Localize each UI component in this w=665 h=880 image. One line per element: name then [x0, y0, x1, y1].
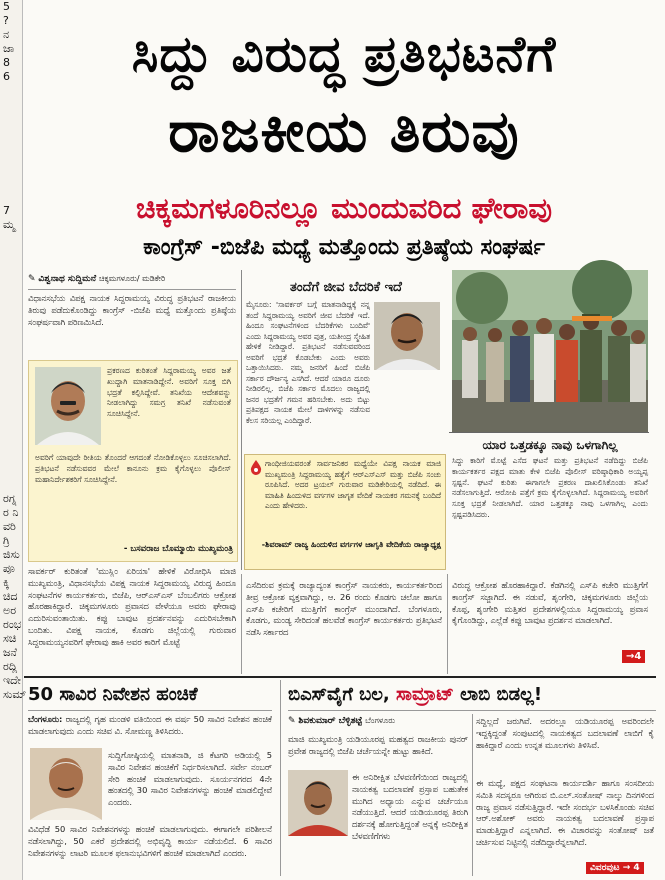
protest-photo — [452, 270, 648, 432]
strip-fragment: ರಂಭ — [3, 618, 22, 631]
strip-fragment: ವರಿ — [3, 520, 16, 533]
col1-continued: ಸಾವರ್ಕರ್ ಕುರಿತಂತೆ 'ಮುಸ್ಲಿಂ ಏರಿಯಾ' ಹೇಳಿಕೆ ವಿರೋಧಿಸಿ ಮಾಜಿ ಮುಖ್ಯಮಂತ್ರಿ, ವಿಧಾನಸಭೆಯ ವಿಪಕ್ಷ ನಾಯಕ ಸಿದ್ದರಾಮಯ್ಯ ವಿರುದ್ಧ ಹಿಂದೂ ಸಂಘಟನೆಗಳ ಕಾರ್ಯಕರ್ತರು, ಬಿಜೆಪಿ, ಆರ್‌ಎಸ್‌ಎಸ್ ಬೆಂಬಲಿಗರು ಆಕ್ರೋಶ ಹೊರಹಾಕಿದ್ದಾರೆ. ಚಿಕ್ಕಮಗಳೂರು ಪ್ರವಾಸದ ವೇಳೆಯೂ ಅವರು ಘೇರಾವು ಎದುರಿಸುವಂತಾಯಿತು. ಕಪ್ಪು ಬಾವುಟ ಪ್ರದರ್ಶನವನ್ನು ಎದುರಿಸಬೇಕಾಗಿ ಬಂದಿತು. ವಿಪಕ್ಷ ನಾಯಕ, ಕೊಡಗು ಜಿಲ್ಲೆಯಲ್ಲಿ ಗುರುವಾರ ಸಿದ್ದರಾಮಯ್ಯನವರಿಗೆ ಘೇರಾವು ಹಾಕಿ ಅವರ ಕಾರಿಗೆ ಮೊಟ್ಟೆ — [28, 566, 236, 647]
story2-p2: ಸುದ್ದಿಗೋಷ್ಠಿಯಲ್ಲಿ ಮಾತನಾಡಿ, ಜಿ ಕೆಟಗರಿ ಅಡಿಯಲ್ಲಿ 5 ಸಾವಿರ ನಿವೇಶನ ಹಂಚಿಕೆಗೆ ನಿರ್ಧರಿಸಲಾಗಿದೆ. ಸರ್ವೇ ನಂಬರ್ ಸೇರಿ ಹಂಚಿಕೆ ಮಾಡಲಾಗುವುದು. ಸೂರ್ಯನಗರದ 4ನೇ ಹಂತದಲ್ಲಿ 30 ಸಾವಿರ ನಿವೇಶನಗಳನ್ನು ಹಂಚಿಕೆ ಮಾಡಲಿದ್ದೇವೆ ಎಂದರು. — [108, 750, 272, 808]
main-headline-line2: ರಾಜಕೀಯ ತಿರುವು — [168, 97, 520, 165]
quote-box — [28, 360, 238, 562]
subhead-red: ಚಿಕ್ಕಮಗಳೂರಿನಲ್ಲೂ ಮುಂದುವರಿದ ಘೇರಾವು — [136, 191, 552, 225]
strip-fragment: ಮ್ಮ — [3, 218, 15, 231]
drop-icon — [249, 459, 263, 475]
story2-title: 50 ಸಾವಿರ ನಿವೇಶನ ಹಂಚಿಕೆ — [28, 684, 198, 705]
strip-fragment: ಪೂ — [3, 562, 15, 575]
story2-lead — [28, 714, 272, 748]
story2-p3: ವಿವಿಧೆಡೆ 50 ಸಾವಿರ ನಿವೇಶನಗಳನ್ನು ಹಂಚಿಕೆ ಮಾಡಲಾಗುವುದು. ಈಗಾಗಲೇ ಪರಿಶೀಲನೆ ನಡೆಸಲಾಗಿದ್ದು, 50 ಎಕರೆ ಪ್ರದೇಶದಲ್ಲಿ ಅಭಿವೃದ್ಧಿ ಕಾರ್ಯ ನಡೆಯಲಿದೆ. 6 ಸಾವಿರ ನಿವೇಶನಗಳನ್ನು ಲಾಟರಿ ಮೂಲಕ ಫಲಾನುಭವಿಗಳಿಗೆ ಹಂಚಿಕೆ ಮಾಡಲಾಗಿದೆ ಎಂದರು. — [28, 824, 272, 858]
photo-story-text: ಸಿದ್ದು ಕಾರಿಗೆ ಮೊಟ್ಟೆ ಎಸೆದ ಘಟನೆ ಮತ್ತು ಪ್ರತಿಭಟನೆ ನಡೆದಿದ್ದು ಬಿಜೆಪಿ ಕಾರ್ಯಕರ್ತರ ಪಕ್ಷದ ಮಾತು ಕೇಳಿ ಬಿಜೆಪಿ ಪೊಲೀಸ್ ವರಿಷ್ಠಾಧಿಕಾರಿ ಅಯ್ಯಪ್ಪ ಸ್ಪಷ್ಟನೆ. ಘಟನೆ ಕುರಿತು ಈಗಾಗಲೇ ಪ್ರಕರಣ ದಾಖಲಿಸಿಕೊಂಡು ತನಿಖೆ ನಡೆಸಲಾಗುತ್ತಿದೆ. ಆರೋಪಿ ಪತ್ತೆಗೆ ಕ್ರಮ ಕೈಗೊಳ್ಳಲಾಗಿದೆ. ಸಿದ್ದರಾಮಯ್ಯ ಅವರಿಗೆ ಸೂಕ್ತ ಭದ್ರತೆ ನೀಡಲಾಗಿದೆ. ಯಾರ ಒತ್ತಡಕ್ಕೂ ನಾವು ಒಳಗಾಗಿಲ್ಲ ಎಂದು ಸ್ಪಷ್ಟಪಡಿಸಿದರು. — [452, 456, 648, 519]
story2-dateline: ಬೆಂಗಳೂರು: — [28, 714, 63, 724]
photo-story-title: ಯಾರ ಒತ್ತಡಕ್ಕೂ ನಾವು ಒಳಗಾಗಿಲ್ಲ — [482, 438, 618, 452]
story3-title — [288, 684, 658, 705]
strip-fragment: ರದ್ಲಿ — [3, 660, 18, 673]
sidebar-text: ಮೈಸೂರು: 'ಸಾವರ್ಕರ್ ಬಗ್ಗೆ ಮಾತನಾಡಿದ್ದಕ್ಕೆ ನನ್ನ ತಂದೆ ಸಿದ್ದರಾಮಯ್ಯ ಅವರಿಗೆ ಜೀವ ಬೆದರಿಕೆ ಇದೆ. ಹಿಂದೂ ಸಂಘಟನೆಗಳಿಂದ ಬೆದರಿಕೆಗಳು ಬಂದಿವೆ' ಎಂದು ಸಿದ್ದರಾಮಯ್ಯ ಅವರ ಪುತ್ರ, ಯತೀಂದ್ರ ಸ್ಮೇಹಿತ ಹೇಳಿಕೆ ನೀಡಿದ್ದಾರೆ. ಪ್ರತಿಭಟನೆ ನಡೆಸುವವರಿಂದ ಅವರಿಗೆ ಭದ್ರತೆ ಕೊಡಬೇಕು ಎಂದು ಅವರು ಒತ್ತಾಯಿಸಿದರು. ನಮ್ಮ ಜನರಿಗೆ ಹಿಂದೆ ಬಿಜೆಪಿ ಸರ್ಕಾರ ದೌರ್ಜನ್ಯ ಎಸಗಿದೆ. ಆದರೆ ಯಾರೂ ದೂರು ನೀಡಿರಲಿಲ್ಲ. ಬಿಜೆಪಿ ಸರ್ಕಾರ ಮೊದಲು ರಾಜ್ಯದಲ್ಲಿ ಜನರ ಭದ್ರತೆಗೆ ಗಮನ ಹರಿಸಬೇಕು. ಅದು ಬಿಟ್ಟು ಪ್ರತಿಪಕ್ಷದ ನಾಯಕ ಮೇಲೆ ದಾಳಿಗಳನ್ನು ನಡೆಸುವ ಕೆಲಸ ಸರಿಯಲ್ಲ ಎಂದಿದ್ದಾರೆ. — [246, 300, 370, 425]
sidebar-title: ತಂದೆಗೆ ಜೀವ ಬೆದರಿಕೆ ಇದೆ — [290, 280, 402, 295]
quote-text-1: ಪ್ರಕರಣದ ಕುರಿತಂತೆ ಸಿದ್ದರಾಮಯ್ಯ ಅವರ ಜತೆ ಖುದ್ದಾಗಿ ಮಾತನಾಡಿದ್ದೇನೆ. ಅವರಿಗೆ ಸೂಕ್ತ ಬಿಗಿ ಭದ್ರತೆ ಕಲ್ಪಿಸಿದ್ದೇವೆ. ತನಿಖೆಯ ಆದೇಶವನ್ನು ನೀಡಲಾಗಿದ್ದು ಸಮಗ್ರ ತನಿಖೆ ನಡೆಸುವಂತೆ ಸೂಚಿಸಿದ್ದೇನೆ. — [107, 366, 231, 419]
strip-fragment: 5 — [3, 0, 10, 13]
story2-p1: ರಾಜ್ಯದಲ್ಲಿ ಗೃಹ ಮಂಡಳಿ ವತಿಯಿಂದ ಈ ವರ್ಷ 50 ಸಾವಿರ ನಿವೇಶನ ಹಂಚಿಕೆ ಮಾಡಲಾಗುವುದು ಎಂದು ಸಚಿವ ವಿ. ಸೋಮಣ್ಣ ತಿಳಿಸಿದರು. — [28, 714, 272, 736]
strip-fragment: ಇದೇ — [3, 674, 21, 687]
story3-p4: ಈ ಮಧ್ಯೆ, ಪಕ್ಷದ ಸಂಘಟನಾ ಕಾರ್ಯದರ್ಶಿ ಹಾಗೂ ಸಂಸದೀಯ ಸಮಿತಿ ಸದಸ್ಯರೂ ಆಗಿರುವ ಬಿ.ಎಲ್.ಸಂತೋಷ್ ನಾಲ್ಕು ದಿನಗಳಿಂದ ರಾಜ್ಯ ಪ್ರವಾಸ ನಡೆಸುತ್ತಿದ್ದಾರೆ. ಇದೇ ಸಂದರ್ಭ ಬಳಸಿಕೊಂಡು ಸಚಿವ ಆರ್.ಅಶೋಕ್ ಅವರು ನಾಯಕತ್ವ ಬದಲಾವಣೆ ಪ್ರಸ್ತಾಪ ಮಾಡುತ್ತಿದ್ದಾರೆ ಎನ್ನಲಾಗಿದೆ. ಈ ವಿಚಾರವನ್ನು ಸಂತೋಷ್ ಜತೆ ಚರ್ಚಿಸುವ ನಿಟ್ಟಿನಲ್ಲಿ ನಡೆದಿದ್ದಾರೆನ್ನಲಾಗಿದೆ. — [476, 778, 654, 847]
col3-continued: ವಿರುದ್ಧ ಆಕ್ರೋಶ ಹೊರಹಾಕಿದ್ದಾರೆ. ಕೆಡಗಿನಲ್ಲಿ ಎಸ್‌ಪಿ ಕಚೇರಿ ಮುತ್ತಿಗೆಗೆ ಕಾಂಗ್ರೆಸ್ ಸಜ್ಜಾಗಿದೆ. ಈ ನಡುವೆ, ಶೃಂಗೇರಿ, ಚಿಕ್ಕಮಗಳೂರು ಜಿಲ್ಲೆಯ ಕೊಪ್ಪ, ಶೃಂಗೇರಿ ಮತ್ತಿತರ ಪ್ರದೇಶಗಳಲ್ಲಿಯೂ ಸಿದ್ದರಾಮಯ್ಯ ಪ್ರವಾಸ ಕೈಗೊಂಡಿದ್ದು, ಎಲ್ಲೆಡೆ ಕಪ್ಪು ಬಾವುಟ ಪ್ರದರ್ಶನ ಮಾಡಲಾಗಿದೆ. — [452, 580, 648, 626]
strip-fragment: ಸಚಿ — [3, 632, 17, 645]
pen-icon: ✎ — [288, 716, 296, 726]
quote-text-2: ಅವರಿಗೆ ಯಾವುದೇ ರೀತಿಯ ತೊಂದರೆ ಆಗದಂತೆ ನೋಡಿಕೊಳ್ಳಲು ಸೂಚಿಸಲಾಗಿದೆ. ಪ್ರತಿಭಟನೆ ನಡೆಸುವವರ ಮೇಲೆ ಕಾನೂನು ಕ್ರಮ ಕೈಗೊಳ್ಳಲು ಪೊಲೀಸ್ ಮಹಾನಿರ್ದೇಶಕರಿಗೆ ಸೂಚಿಸಿದ್ದೇನೆ. — [35, 453, 231, 484]
story3-byline-name: ಶಿವಕುಮಾರ್ ಬೆಳ್ಳಿತಟ್ಟೆ — [298, 716, 363, 726]
strip-fragment: ? — [3, 14, 9, 27]
quote-attribution: - ಬಸವರಾಜ ಬೊಮ್ಮಾಯಿ ಮುಖ್ಯಮಂತ್ರಿ — [123, 544, 233, 554]
strip-fragment: ಕ್ಕಿ — [3, 576, 10, 589]
strip-fragment: ರ ನಿ — [3, 506, 19, 519]
col2-continued: ಎಸೆದಿರುವ ಕ್ರಮಕ್ಕೆ ರಾಜ್ಯಾದ್ಯಂತ ಕಾಂಗ್ರೆಸ್ ನಾಯಕರು, ಕಾರ್ಯಕರ್ತರಿಂದ ತೀವ್ರ ಆಕ್ರೋಶ ವ್ಯಕ್ತವಾಗಿದ್ದು, ಆ. 26 ರಂದು ಕೊಡಗು ಚಲೋ ಹಾಗೂ ಎಸ್‌ಪಿ ಕಚೇರಿಗೆ ಮುತ್ತಿಗೆಗೆ ಕಾಂಗ್ರೆಸ್ ಮುಂದಾಗಿದೆ. ಬೆಂಗಳೂರು, ಕೊಡಗು, ಮಂಡ್ಯ ಸೇರಿದಂತೆ ಹಲವೆಡೆ ಕಾಂಗ್ರೆಸ್ ಕಾರ್ಯಕರ್ತರು ಪ್ರತಿಭಟನೆ ನಡೆಸಿ ಸರ್ಕಾರದ — [246, 580, 442, 638]
strip-fragment: ಚಿದ — [3, 590, 18, 603]
son-portrait-photo — [374, 302, 440, 370]
strip-fragment: ರಗ್ನ — [3, 492, 17, 505]
lead-paragraph: ವಿಧಾನಸಭೆಯ ವಿಪಕ್ಷ ನಾಯಕ ಸಿದ್ದರಾಮಯ್ಯ ವಿರುದ್ಧ ಪ್ರತಿಭಟನೆ ರಾಜಕೀಯ ತಿರುವು ಪಡೆದುಕೊಂಡಿದ್ದು ಕಾಂಗ್ರೆಸ್ -ಬಿಜೆಪಿ ಮಧ್ಯೆ ಮತ್ತೊಂದು ಪ್ರತಿಷ್ಠೆಯ ಸಂಘರ್ಷವಾಗಿ ಪರಿಣಮಿಸಿದೆ. — [28, 293, 236, 327]
story3-p1: ಮಾಜಿ ಮುಖ್ಯಮಂತ್ರಿ ಯಡಿಯೂರಪ್ಪ ಮಹತ್ವದ ರಾಜಕೀಯ ಪುನರ್ ಪ್ರವೇಶ ರಾಜ್ಯದಲ್ಲಿ ಬಿಜೆಪಿ ಚರ್ಚೆಯನ್ನೇ ಹುಟ್ಟು ಹಾಕಿದೆ. — [288, 734, 468, 756]
strip-fragment: ಜಾ — [3, 42, 15, 55]
strip-fragment: ಜಿಸು — [3, 548, 20, 561]
story3-byline — [288, 716, 468, 726]
jump-page-marker: →4 — [622, 650, 645, 663]
story3-title-part2: ಲಾಬಿ ಬಿಡಲ್ಲ! — [460, 684, 543, 705]
strip-fragment: ಜನೆ — [3, 646, 17, 659]
strip-fragment: ನ — [3, 28, 10, 41]
story3-title-part1: ಬಿಎಸ್‌ವೈಗೆ ಬಲ, — [288, 684, 390, 705]
byline-name: ವಿಶ್ವನಾಥ ಸುದ್ದಿಮನೆ — [38, 274, 97, 284]
strip-fragment: 6 — [3, 70, 10, 83]
info-attribution: -ಶಿವರಾಮ್ ರಾಜ್ಯ ಹಿಂದುಳಿದ ವರ್ಗಗಳ ಜಾಗೃತಿ ವೇದಿಕೆಯ ರಾಜ್ಯಾಧ್ಯಕ್ಷ — [261, 540, 441, 549]
cm-portrait-photo — [35, 367, 101, 445]
story3-p2: ಈ ಅನಿರೀಕ್ಷಿತ ಬೆಳವಣಿಗೆಯಿಂದ ರಾಜ್ಯದಲ್ಲಿ ನಾಯಕತ್ವ ಬದಲಾವಣೆ ಪ್ರಸ್ತಾಪ ಬಹುತೇಕ ಮುಗಿದ ಅಧ್ಯಾಯ ಎನ್ನುವ ಚರ್ಚೆಯೂ ನಡೆಯುತ್ತಿದೆ. ಆದರೆ ಯಡಿಯೂರಪ್ಪ ತಿರುಗಿ ದರ್ಶನಕ್ಕೆ ಹೋಗುತ್ತಿದ್ದಂತೆ ಅನ್ನಕ್ಕೆ ಅನಿರೀಕ್ಷಿತ ಬೆಳವಣಿಗೆಗಳು — [352, 772, 468, 841]
info-text: ಗಾಂಧೀಜಿಯವರಂತೆ ಸಾರ್ವಜನಿಕರ ಮಧ್ಯೆಯೇ ವಿಪಕ್ಷ ನಾಯಕ ಮಾಜಿ ಮುಖ್ಯಮಂತ್ರಿ ಸಿದ್ದರಾಮಯ್ಯ ಹತ್ಯೆಗೆ ಆರ್‌ಎಸ್‌ಎಸ್ ಮತ್ತು ಬಿಜೆಪಿ ಸಂಚು ರೂಪಿಸಿದೆ. ಅದರ ಟ್ರಯಲ್ ಗುರುವಾರ ಮಡಿಕೇರಿಯಲ್ಲಿ ನಡೆದಿದೆ. ಈ ಮಾಹಿತಿ ಹಿಂದುಳಿದ ವರ್ಗಗಳ ಜಾಗೃತ ವೇದಿಕೆ ನಾಯಕರ ಗಮನಕ್ಕೆ ಬಂದಿದೆ ಎಂದು ಹೇಳಿದರು. — [265, 459, 441, 511]
subhead-black: ಕಾಂಗ್ರೆಸ್ -ಬಿಜೆಪಿ ಮಧ್ಯೆ ಮತ್ತೊಂದು ಪ್ರತಿಷ್ಠೆಯ ಸಂಘರ್ಷ — [143, 235, 545, 260]
pen-icon: ✎ — [28, 274, 36, 284]
byline — [28, 274, 238, 284]
byline-place: ಚಿಕ್ಕಮಗಳೂರು/ ಮಡಿಕೇರಿ — [98, 274, 166, 283]
story3-title-red: ಸಾಮ್ರಾಟ್ — [396, 684, 454, 705]
jump-page-marker-2: ವಿವರವುಟ → 4 — [586, 862, 644, 874]
story3-p3: ಸದ್ದಿಲ್ಲದೆ ಜರುಗಿವೆ. ಅದರಲ್ಲೂ ಯಡಿಯೂರಪ್ಪ ಅವರಿಂದಲೇ ಇದ್ದಕ್ಕಿದ್ದಂತೆ ಸಂಪುಟದಲ್ಲಿ ನಾಯಕತ್ವದ ಬದಲಾವಣೆ ಲಾಬಿಗೆ ಕೈ ಹಾಕಿದ್ದಾರೆ ಎಂದು ಉನ್ನತ ಮೂಲಗಳು ತಿಳಿಸಿವೆ. — [476, 716, 654, 750]
info-box — [244, 454, 446, 570]
left-strip — [0, 0, 27, 880]
strip-fragment: ಸುಮ್ — [3, 688, 27, 701]
main-headline-line1: ಸಿದ್ದು ವಿರುದ್ಧ ಪ್ರತಿಭಟನೆಗೆ — [131, 25, 557, 83]
bsy-portrait-photo — [288, 770, 348, 836]
strip-fragment: ಅರ — [3, 604, 17, 617]
strip-fragment: 7 — [3, 204, 10, 217]
strip-fragment: 8 — [3, 56, 10, 69]
minister-portrait-photo — [30, 748, 102, 820]
story3-byline-place: ಬೆಂಗಳೂರು — [365, 716, 396, 725]
strip-fragment: ಗ್ರಿ — [3, 534, 10, 547]
